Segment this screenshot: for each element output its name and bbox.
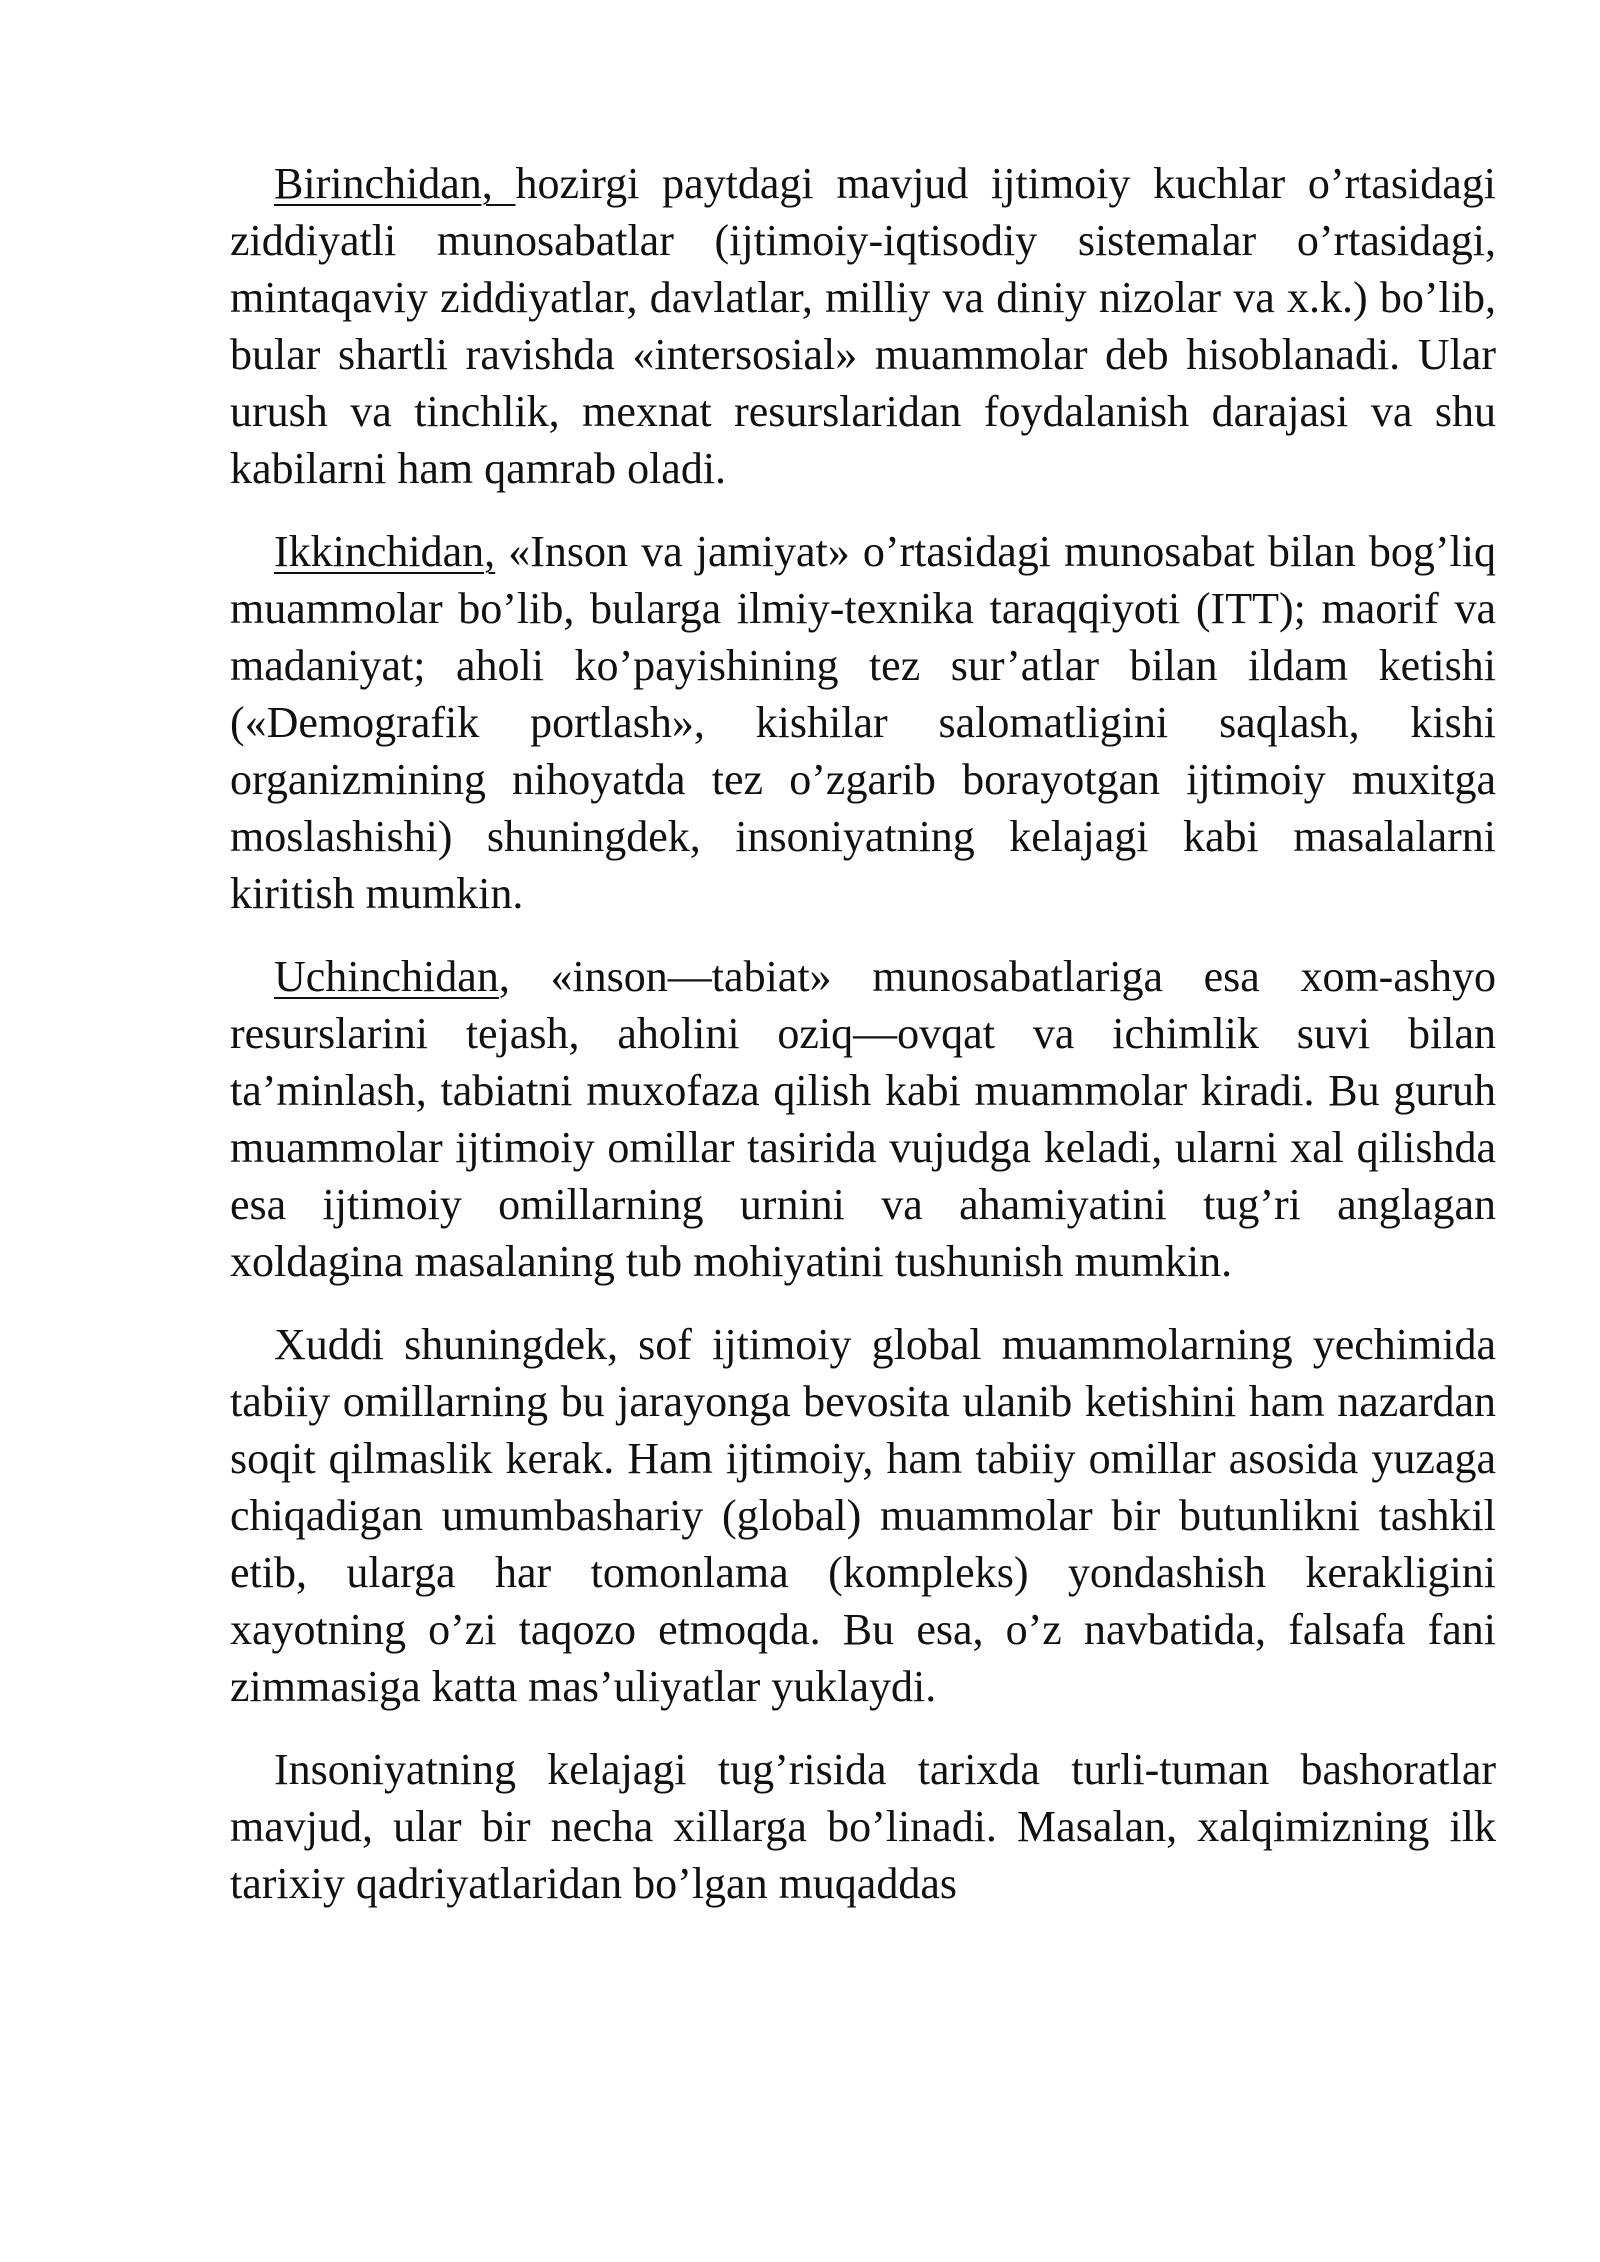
- paragraph-text: Xuddi shuningdek, sof ijtimoiy global muammolarning yechimida tabiiy omillarning bu jarayonga bevosita ulanib ketishini ham nazardan soqit qilmaslik kerak. Ham ijtimoiy, ham tabiiy omillar asosida yuzaga chiqadigan umumbashariy (global) muammolar bir butunlikni tashkil etib, ularga har tomonlama (kompleks) yondashish kerakligini xayotning o’zi taqozo etmoqda. Bu esa, o’z navbatida, falsafa fani zimmasiga katta mas’uliyatlar yuklaydi.: [230, 1320, 1496, 1711]
- paragraph-lead-birinchidan: Birinchidan,: [274, 159, 516, 208]
- document-body: [230, 155, 1496, 1912]
- paragraph-second: [230, 523, 1496, 922]
- paragraph-fifth: [230, 1741, 1496, 1912]
- paragraph-text: «Inson va jamiyat» o’rtasidagi munosabat bilan bog’liq muammolar bo’lib, bularga ilmiy-texnika taraqqiyoti (ITT); maorif va madaniyat; aholi ko’payishining tez sur’atlar bilan ildam ketishi («Demografik portlash», kishilar salomatligini saqlash, kishi organizmining nihoyatda tez o’zgarib borayotgan ijtimoiy muxitga moslashishi) shuningdek, insoniyatning kelajagi kabi masalalarni kiritish mumkin.: [230, 527, 1496, 918]
- paragraph-fourth: [230, 1316, 1496, 1715]
- paragraph-first: [230, 155, 1496, 497]
- paragraph-text: hozirgi paytdagi mavjud ijtimoiy kuchlar o’rtasidagi ziddiyatli munosabatlar (ijtimoiy-iqtisodiy sistemalar o’rtasidagi, mintaqaviy ziddiyatlar, davlatlar, milliy va diniy nizolar va x.k.) bo’lib, bular shartli ravishda «intersosial» muammolar deb hisoblanadi. Ular urush va tinchlik, mexnat resurslaridan foydalanish darajasi va shu kabilarni ham qamrab oladi.: [230, 159, 1496, 493]
- paragraph-third: [230, 948, 1496, 1290]
- paragraph-text: Insoniyatning kelajagi tug’risida tarixda turli-tuman bashoratlar mavjud, ular bir necha xillarga bo’linadi. Masalan, xalqimizning ilk tarixiy qadriyatlaridan bo’lgan muqaddas: [230, 1745, 1496, 1908]
- paragraph-lead-ikkinchidan: Ikkinchidan,: [274, 527, 496, 576]
- paragraph-text: , «inson—tabiat» munosabatlariga esa xom-ashyo resurslarini tejash, aholini oziq—ovqat va ichimlik suvi bilan ta’minlash, tabiatni muxofaza qilish kabi muammolar kiradi. Bu guruh muammolar ijtimoiy omillar tasirida vujudga keladi, ularni xal qilishda esa ijtimoiy omillarning urnini va ahamiyatini tug’ri anglagan xoldagina masalaning tub mohiyatini tushunish mumkin.: [230, 952, 1496, 1286]
- paragraph-lead-uchinchidan: Uchinchidan: [274, 952, 499, 1001]
